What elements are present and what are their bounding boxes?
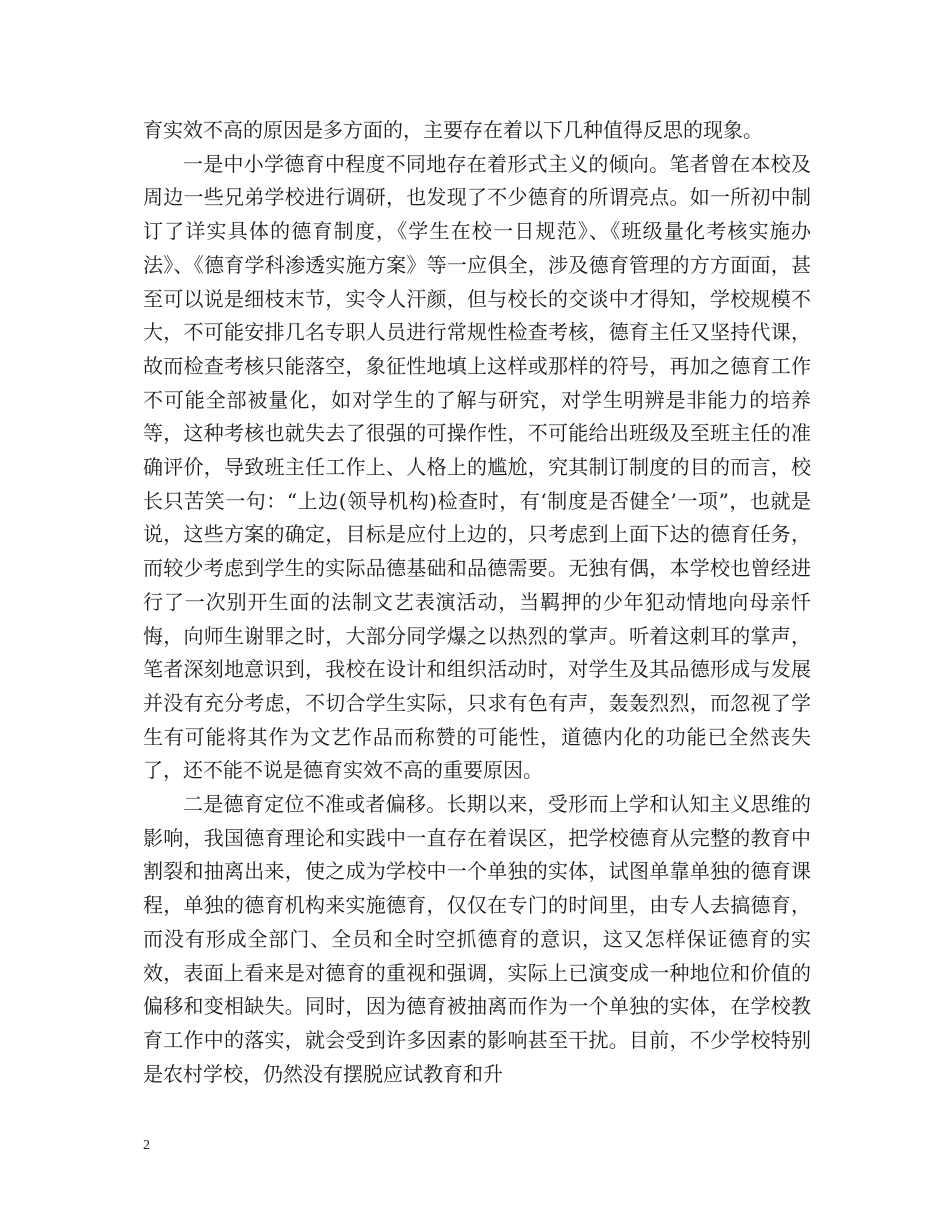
paragraph-1: 育实效不高的原因是多方面的，主要存在着以下几种值得反思的现象。 bbox=[143, 118, 763, 142]
paragraph-2: 一是中小学德育中程度不同地存在着形式主义的倾向。笔者曾在本校及周边一些兄弟学校进行调研，也发现了不少德育的所谓亮点。如一所初中制订了详实具体的德育制度，《学生在校一日规范》、《班级量化考核实施办法》、《德育学科渗透实施方案》等一应俱全，涉及德育管理的方方面面，甚至可以说是细枝末节，实令人汗颜，但与校长的交谈中才得知，学校规模不大，不可能安排几名专职人员进行常规性检查考核，德育主任又坚持代课，故而检查考核只能落空，象征性地填上这样或那样的符号，再加之德育工作不可能全部被量化，如对学生的了解与研究，对学生明辨是非能力的培养等，这种考核也就失去了很强的可操作性，不可能给出班级及至班主任的准确评价，导致班主任工作上、人格上的尴尬，究其制订制度的目的而言，校长只苦笑一句：“上边(领导机构)检查时，有‘制度是否健全’一项”，也就是说，这些方案的确定，目标是应付上边的，只考虑到上面下达的德育任务，而较少考虑到学生的实际品德基础和品德需要。无独有偶，本学校也曾经进行了一次别开生面的法制文艺表演活动，当羁押的少年犯动情地向母亲忏悔，向师生谢罪之时，大部分同学爆之以热烈的掌声。听着这刺耳的掌声，笔者深刻地意识到，我校在设计和组织活动时，对学生及其品德形成与发展并没有充分考虑，不切合学生实际，只求有色有声，轰轰烈烈，而忽视了学生有可能将其作为文艺作品而称赞的可能性，道德内化的功能已全然丧失了，还不能不说是德育实效不高的重要原因。 bbox=[143, 151, 811, 783]
body-text bbox=[143, 114, 811, 1091]
page-number: 2 bbox=[143, 1138, 150, 1153]
paragraph-3: 二是德育定位不准或者偏移。长期以来，受形而上学和认知主义思维的影响，我国德育理论和实践中一直存在着误区，把学校德育从完整的教育中割裂和抽离出来，使之成为学校中一个单独的实体，试图单靠单独的德育课程，单独的德育机构来实施德育，仅仅在专门的时间里，由专人去搞德育，而没有形成全部门、全员和全时空抓德育的意识，这又怎样保证德育的实效，表面上看来是对德育的重视和强调，实际上已演变成一种地位和价值的偏移和变相缺失。同时，因为德育被抽离而作为一个单独的实体，在学校教育工作中的落实，就会受到许多因素的影响甚至干扰。目前，不少学校特别是农村学校，仍然没有摆脱应试教育和升 bbox=[143, 792, 811, 1086]
